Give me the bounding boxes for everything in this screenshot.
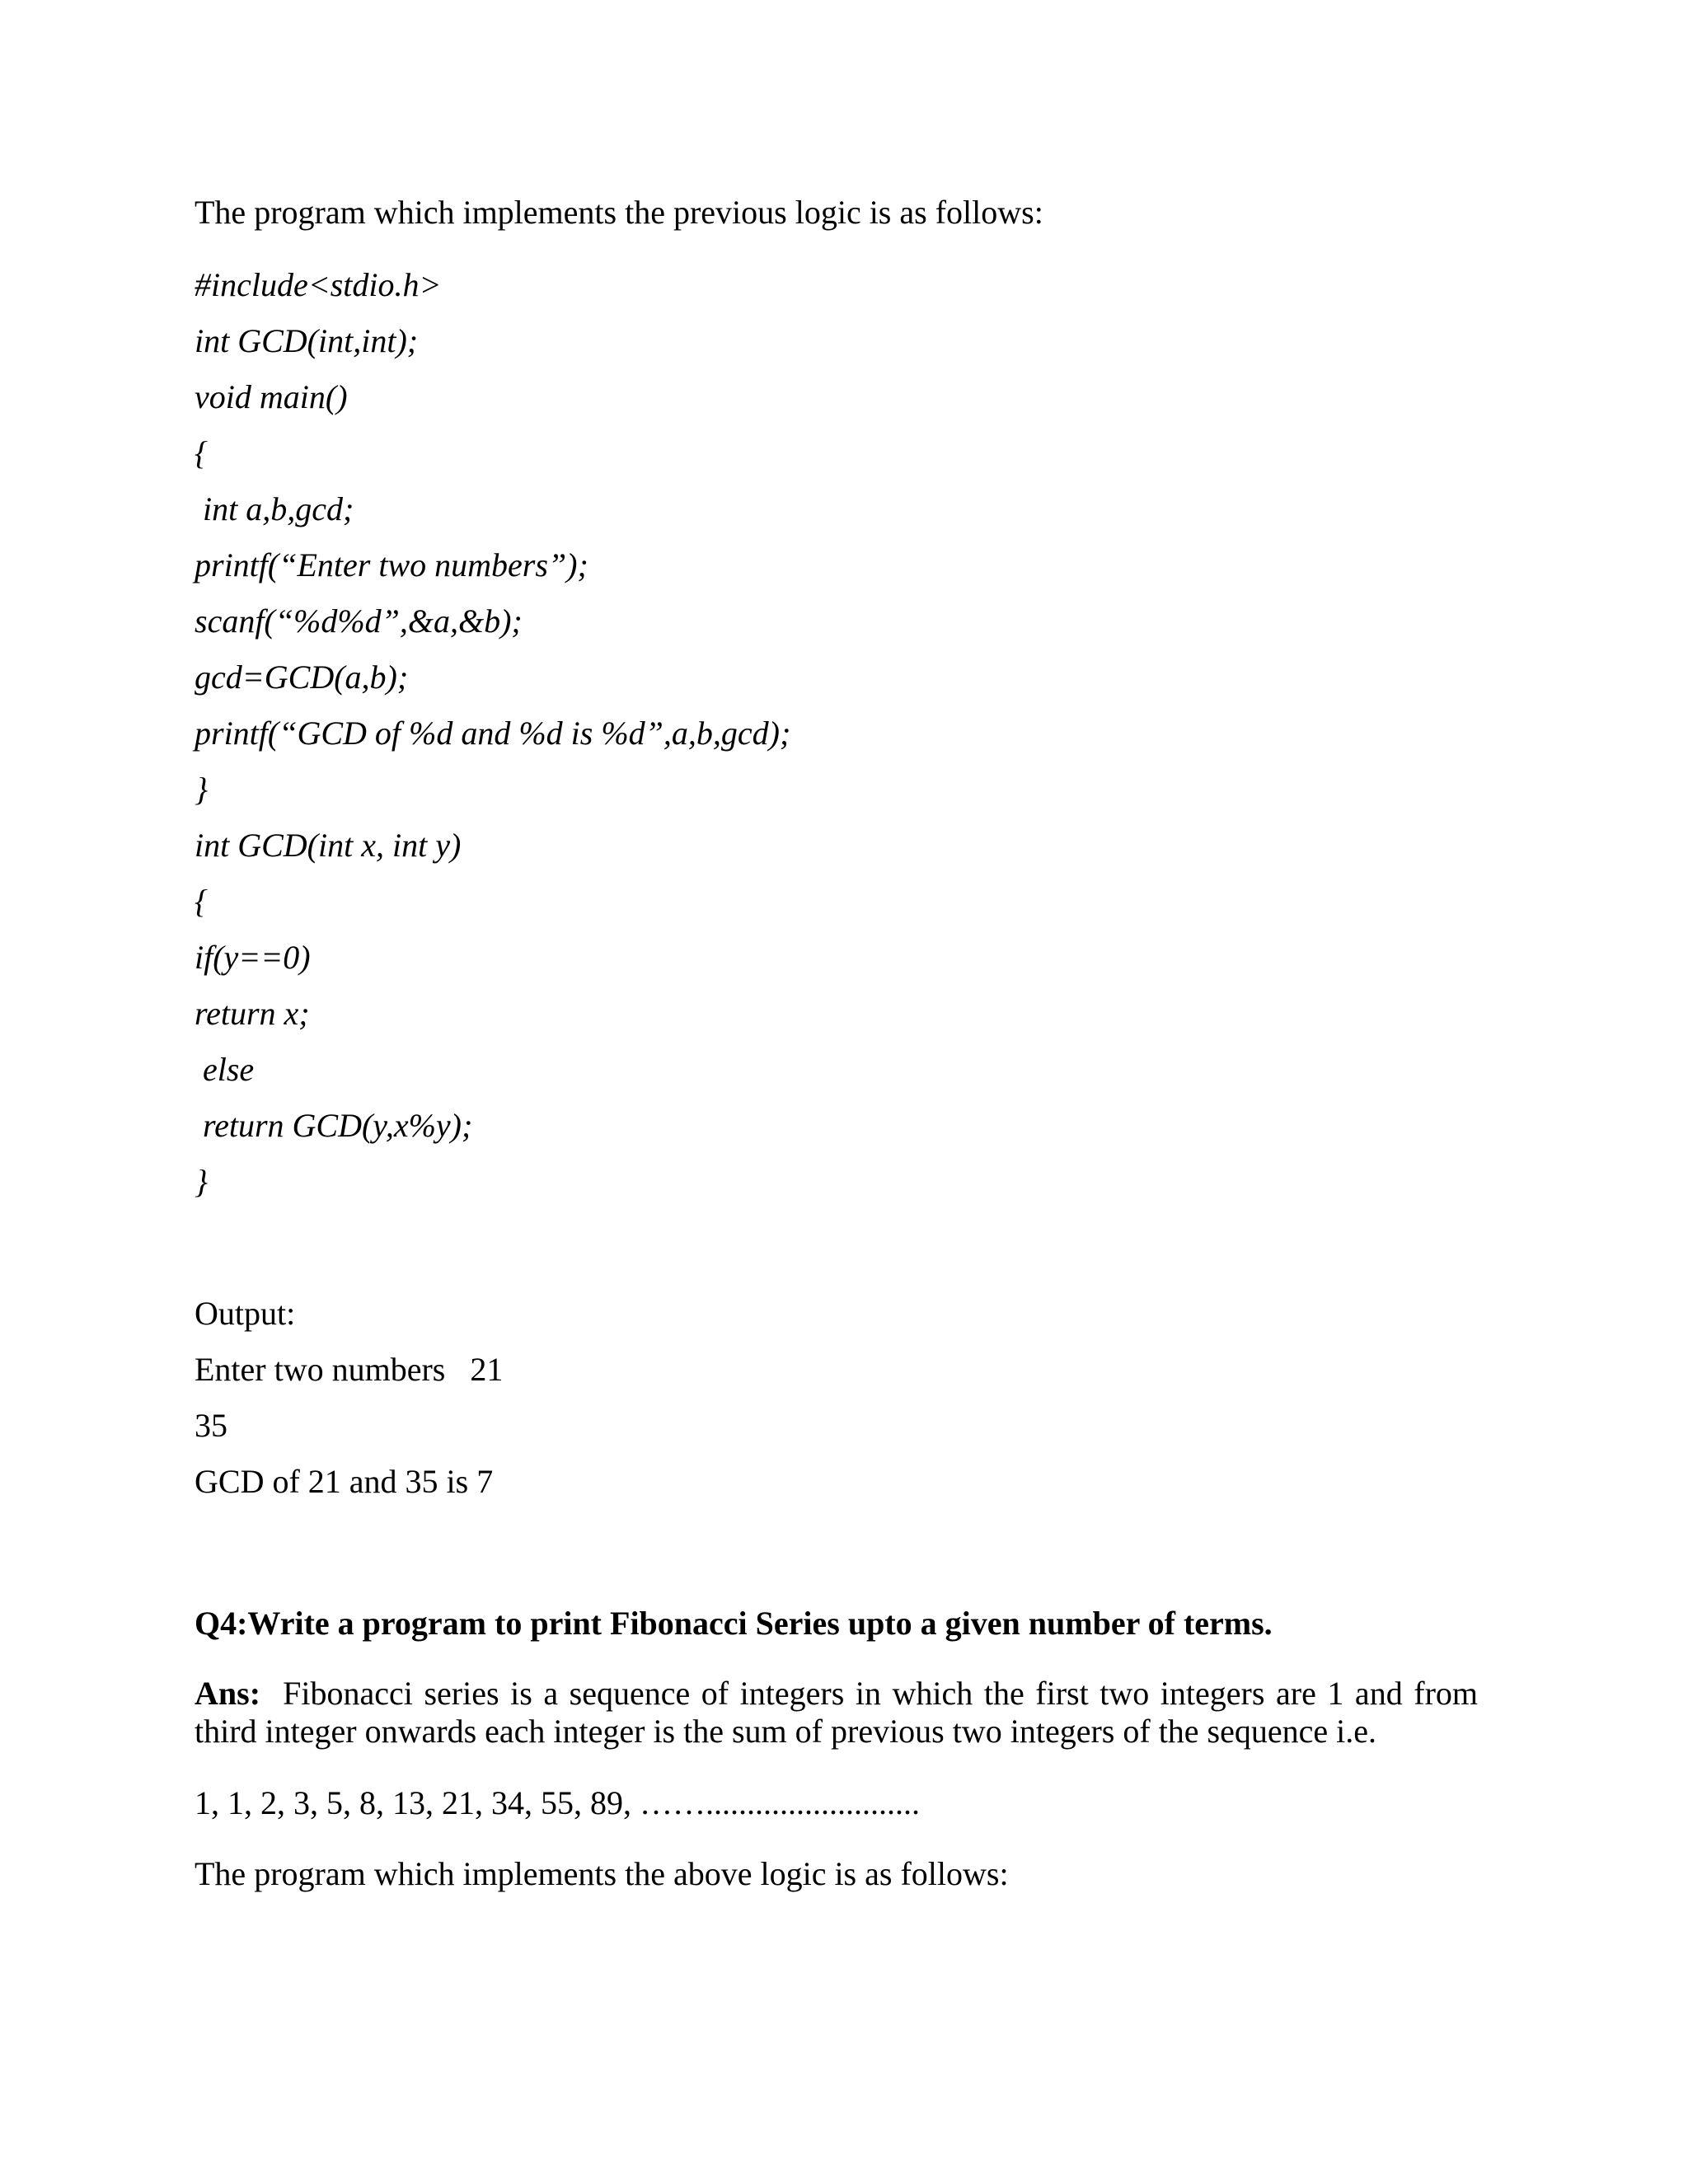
code-line: gcd=GCD(a,b);: [195, 658, 409, 696]
code-line: else: [195, 1051, 255, 1088]
output-line: Enter two numbers 21: [195, 1351, 504, 1388]
code-line: printf(“Enter two numbers”);: [195, 546, 588, 583]
answer-paragraph: [195, 1675, 1478, 1750]
closing-text: The program which implements the above logic is as follows:: [195, 1855, 1009, 1892]
code-line: scanf(“%d%d”,&a,&b);: [195, 602, 523, 640]
code-line: if(y==0): [195, 939, 311, 976]
code-line: return x;: [195, 995, 310, 1032]
code-line: printf(“GCD of %d and %d is %d”,a,b,gcd);: [195, 715, 791, 752]
answer-label: Ans:: [195, 1675, 261, 1712]
fibonacci-series: 1, 1, 2, 3, 5, 8, 13, 21, 34, 55, 89, ……..........................: [195, 1784, 920, 1821]
output-line: GCD of 21 and 35 is 7: [195, 1463, 494, 1500]
output-line: 35: [195, 1407, 227, 1444]
code-line: int a,b,gcd;: [195, 490, 354, 527]
code-line: void main(): [195, 378, 348, 415]
code-line: int GCD(int,int);: [195, 322, 419, 359]
code-line: int GCD(int x, int y): [195, 827, 462, 864]
code-line: {: [195, 883, 208, 920]
question-heading: Q4:Write a program to print Fibonacci Series upto a given number of terms.: [195, 1605, 1273, 1642]
code-line: }: [195, 1163, 208, 1200]
code-line: {: [195, 434, 208, 471]
code-line: #include<stdio.h>: [195, 266, 442, 303]
code-line: return GCD(y,x%y);: [195, 1107, 473, 1144]
answer-text: Fibonacci series is a sequence of integers in which the first two integers are 1 and from third integer onwards each integer is the sum of previous two integers of the sequence i.e.: [195, 1675, 1479, 1750]
intro-text: The program which implements the previous logic is as follows:: [195, 194, 1043, 231]
output-label: Output:: [195, 1295, 296, 1332]
code-line: }: [195, 771, 208, 808]
